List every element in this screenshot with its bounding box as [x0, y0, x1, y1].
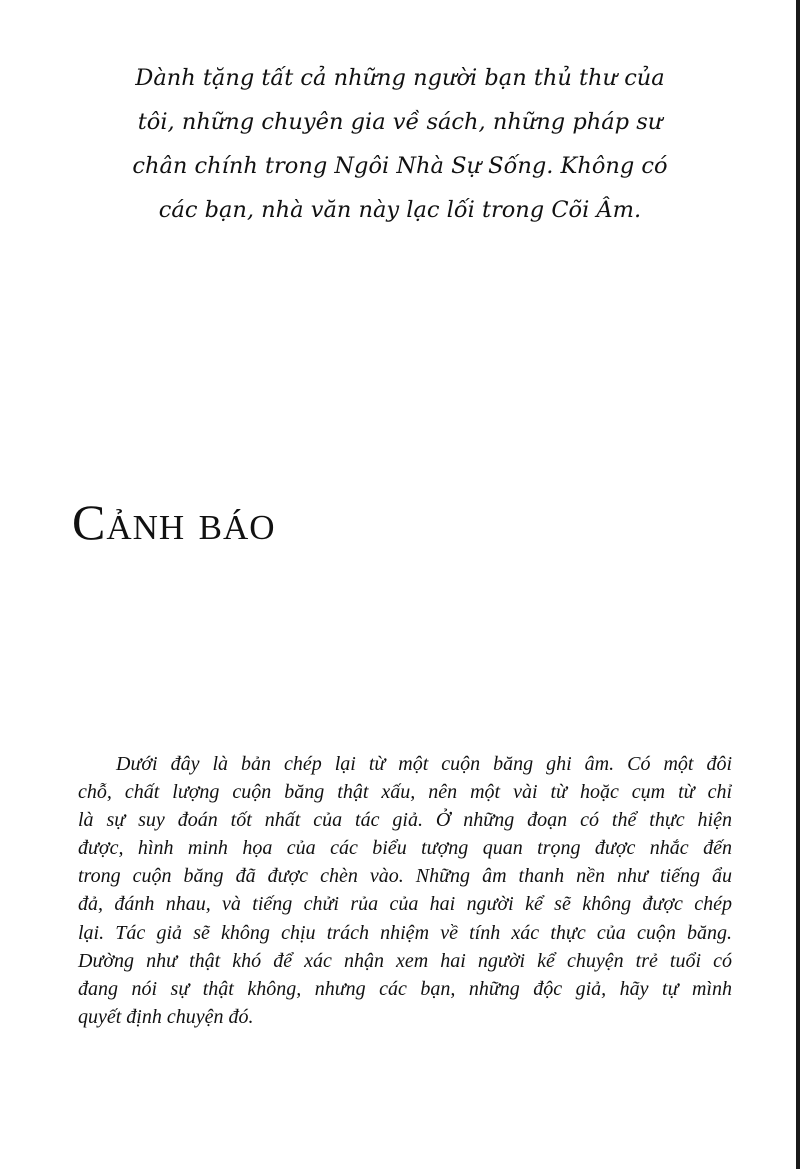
dedication-line: chân chính trong Ngôi Nhà Sự Sống. Không có — [132, 153, 668, 179]
dedication-text — [100, 56, 700, 232]
warning-line: được, hình minh họa của các biểu tượng quan trọng được nhắc đến — [78, 837, 732, 860]
warning-line: chỗ, chất lượng cuộn băng thật xấu, nên một vài từ hoặc cụm từ chỉ — [78, 781, 732, 804]
dedication-line: Dành tặng tất cả những người bạn thủ thư của — [135, 65, 665, 91]
page-edge-border — [796, 0, 800, 1169]
warning-line: quyết định chuyện đó. — [78, 1005, 254, 1028]
dedication-line: tôi, những chuyên gia về sách, những pháp sư — [137, 109, 663, 135]
warning-line: Dường như thật khó để xác nhận xem hai người kể chuyện trẻ tuổi có — [78, 949, 732, 972]
dedication-line: các bạn, nhà văn này lạc lối trong Cõi Âm. — [158, 197, 642, 223]
warning-line: đả, đánh nhau, và tiếng chửi rủa của hai người kể sẽ không được chép — [78, 893, 732, 916]
warning-line: Dưới đây là bản chép lại từ một cuộn băng ghi âm. Có một đôi — [116, 753, 732, 775]
section-heading: Cảnh báo — [72, 494, 276, 550]
warning-line: đang nói sự thật không, nhưng các bạn, những độc giả, hãy tự mình — [78, 977, 732, 1000]
warning-paragraph — [78, 750, 732, 1031]
warning-line: trong cuộn băng đã được chèn vào. Những âm thanh nền như tiếng ẩu — [78, 865, 732, 888]
warning-line: lại. Tác giả sẽ không chịu trách nhiệm về tính xác thực của cuộn băng. — [78, 921, 732, 944]
warning-line: là sự suy đoán tốt nhất của tác giả. Ở những đoạn có thể thực hiện — [78, 809, 732, 832]
